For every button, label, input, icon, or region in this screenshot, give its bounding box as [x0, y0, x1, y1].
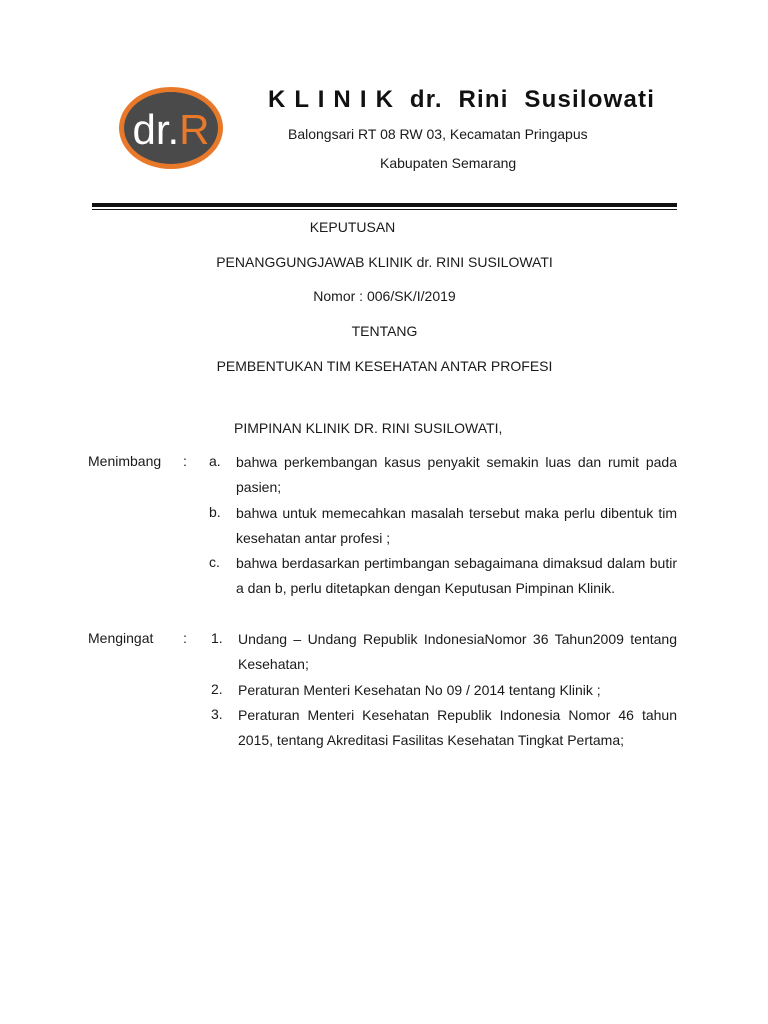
clinic-logo	[118, 86, 224, 170]
decree-title: KEPUTUSAN	[309, 219, 396, 235]
mengingat-marker-1: 1.	[211, 630, 223, 646]
menimbang-marker-b: b.	[209, 504, 221, 520]
menimbang-colon: :	[183, 453, 187, 469]
mengingat-label: Mengingat	[88, 630, 154, 646]
menimbang-item-a: bahwa perkembangan kasus penyakit semakin luas dan rumit pada pasien;	[236, 454, 677, 495]
mengingat-colon: :	[183, 630, 187, 646]
menimbang-marker-a: a.	[209, 453, 221, 469]
logo-text: dr.R	[132, 106, 210, 153]
decree-issuer: PENANGGUNGJAWAB KLINIK dr. RINI SUSILOWATI	[216, 254, 553, 270]
decree-subject: PEMBENTUKAN TIM KESEHATAN ANTAR PROFESI	[216, 358, 553, 374]
address-line-2: Kabupaten Semarang	[380, 155, 517, 171]
mengingat-marker-2: 2.	[211, 681, 223, 697]
clinic-name: K L I N I K dr. Rini Susilowati	[268, 86, 656, 113]
mengingat-item-3: Peraturan Menteri Kesehatan Republik Indonesia Nomor 46 tahun 2015, tentang Akreditasi Fasilitas Kesehatan Tingkat Pertama;	[238, 707, 677, 748]
address-line-1: Balongsari RT 08 RW 03, Kecamatan Pringapus	[288, 126, 588, 142]
decree-about: TENTANG	[351, 323, 418, 339]
menimbang-item-b: bahwa untuk memecahkan masalah tersebut maka perlu dibentuk tim kesehatan antar profesi ;	[236, 505, 677, 546]
mengingat-item-2: Peraturan Menteri Kesehatan No 09 / 2014 tentang Klinik ;	[238, 682, 601, 698]
header-rule-thick	[92, 203, 677, 207]
header-rule-thin	[92, 209, 677, 210]
menimbang-label: Menimbang	[88, 453, 162, 469]
decree-opener: PIMPINAN KLINIK DR. RINI SUSILOWATI,	[234, 420, 503, 436]
mengingat-item-1: Undang – Undang Republik IndonesiaNomor 36 Tahun2009 tentang Kesehatan;	[238, 631, 677, 672]
menimbang-item-c: bahwa berdasarkan pertimbangan sebagaimana dimaksud dalam butir a dan b, perlu ditetapkan dengan Keputusan Pimpinan Klinik.	[236, 555, 677, 596]
mengingat-marker-3: 3.	[211, 706, 223, 722]
decree-number: Nomor : 006/SK/I/2019	[313, 288, 456, 304]
menimbang-marker-c: c.	[209, 554, 220, 570]
